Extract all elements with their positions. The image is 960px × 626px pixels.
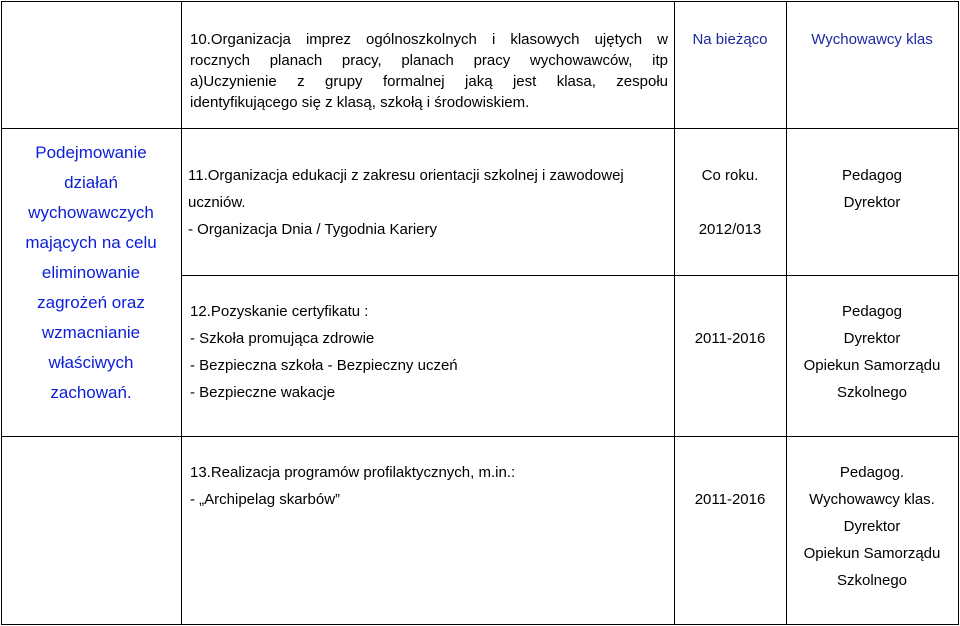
row2-description-line-1: 11.Organizacja edukacji z zakresu orientacji szkolnej i zawodowej [188,167,624,184]
heading-line: wzmacnianie [41,323,141,342]
heading-line: mających na celu [25,233,157,252]
row2-responsible-line-2: Dyrektor [843,194,901,211]
row3-term: 2011-2016 [694,330,766,347]
heading-line: zagrożeń oraz [37,293,145,312]
section-heading [2,138,180,408]
table-border-bottom [1,624,959,625]
table-border-right [958,1,959,625]
row-divider [1,128,959,129]
row4-responsible-line-1: Pedagog. [839,464,905,481]
heading-line: właściwych [48,353,134,372]
column-divider [181,1,182,625]
row1-term: Na bieżąco [692,31,768,48]
row2-responsible-line-1: Pedagog [841,167,903,184]
row2-term-line-1: Co roku. [701,167,759,184]
row3-responsible-line-4: Szkolnego [836,384,908,401]
row3-description-line-3: - Bezpieczna szkoła - Bezpieczny uczeń [190,357,458,374]
row2-description-line-2: uczniów. [188,194,246,211]
row1-description-line-2: rocznych planach pracy, planach pracy wychowawców, itp [190,52,668,69]
heading-line: eliminowanie [41,263,141,282]
row4-description-line-2: - „Archipelag skarbów” [190,491,341,508]
row4-responsible-line-2: Wychowawcy klas. [809,491,935,508]
row3-description-line-4: - Bezpieczne wakacje [190,384,336,401]
row2-term-line-2: 2012/013 [698,221,762,238]
heading-line: wychowawczych [28,203,154,222]
table-border-top [1,1,959,2]
row-divider [181,275,959,276]
row3-responsible-line-2: Dyrektor [843,330,901,347]
row1-description-line-4: identyfikującego się z klasą, szkołą i środowiskiem. [190,94,530,111]
row1-description-line-3: a)Uczynienie z grupy formalnej jaką jest klasa, zespołu [190,73,668,90]
row3-responsible-line-3: Opiekun Samorządu [803,357,941,374]
row1-description-line-1: 10.Organizacja imprez ogólnoszkolnych i klasowych ujętych w [190,31,668,48]
row2-description-line-3: - Organizacja Dnia / Tygodnia Kariery [188,221,438,238]
row1-responsible: Wychowawcy klas [811,31,933,48]
row4-description-line-1: 13.Realizacja programów profilaktycznych, m.in.: [190,464,516,481]
row4-term: 2011-2016 [694,491,766,508]
row-divider [1,436,959,437]
row4-responsible-line-4: Opiekun Samorządu [803,545,941,562]
heading-line: działań [64,173,118,192]
row4-responsible-line-5: Szkolnego [836,572,908,589]
row3-responsible-line-1: Pedagog [841,303,903,320]
row3-description-line-2: - Szkoła promująca zdrowie [190,330,375,347]
row4-responsible-line-3: Dyrektor [843,518,901,535]
column-divider [674,1,675,625]
heading-line: Podejmowanie [35,143,147,162]
row3-description-line-1: 12.Pozyskanie certyfikatu : [190,303,369,320]
heading-line: zachowań. [50,383,132,402]
